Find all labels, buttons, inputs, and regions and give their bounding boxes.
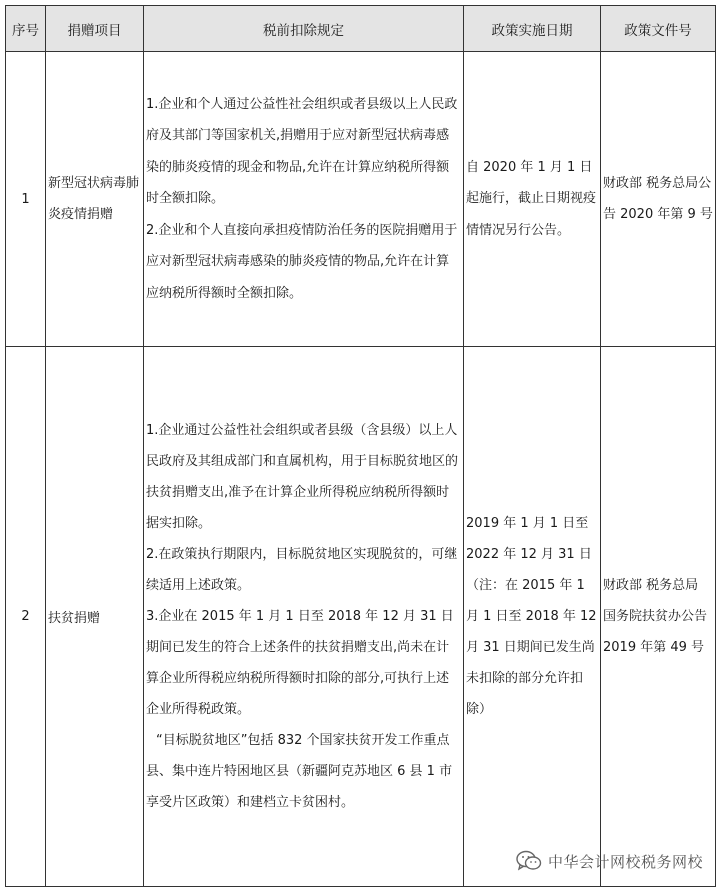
rule-paragraph: 1.企业和个人通过公益性社会组织或者县级以上人民政府及其部门等国家机关,捐赠用于应对新型冠状病毒感染的肺炎疫情的现金和物品,允许在计算应纳税所得额时全额扣除。 [146,96,458,207]
row-doc: 财政部 税务总局公告 2020 年第 9 号 [601,52,716,347]
header-doc: 政策文件号 [601,6,716,52]
row-rules [144,347,464,887]
wechat-icon [516,850,542,872]
header-date: 政策实施日期 [464,6,601,52]
watermark [516,850,703,872]
row-doc: 财政部 税务总局 国务院扶贫办公告 2019 年第 49 号 [601,347,716,887]
header-index: 序号 [6,6,46,52]
row-index: 2 [6,347,46,887]
date-main: 2019 年 1 月 1 日至 2022 年 12 月 31 日 [466,516,592,562]
policy-table [5,5,716,887]
row-index: 1 [6,52,46,347]
date-note: （注：在 2015 年 1 月 1 日至 2018 年 12 月 31 日期间已发生尚未扣除的部分允许扣除） [466,578,597,717]
rule-paragraph: “目标脱贫地区”包括 832 个国家扶贫开发工作重点县、集中连片特困地区县（新疆阿克苏地区 6 县 1 市享受片区政策）和建档立卡贫困村。 [146,733,453,810]
header-rules: 税前扣除规定 [144,6,464,52]
row-date [464,347,601,887]
row-item: 新型冠状病毒肺炎疫情捐赠 [46,52,144,347]
header-item: 捐赠项目 [46,6,144,52]
rule-paragraph: 1.企业通过公益性社会组织或者县级（含县级）以上人民政府及其组成部门和直属机构，用于目标脱贫地区的扶贫捐赠支出,准予在计算企业所得税应纳税所得额时据实扣除。 [146,423,459,531]
rule-paragraph: 2.在政策执行期限内，目标脱贫地区实现脱贫的，可继续适用上述政策。 [146,547,458,593]
row-item: 扶贫捐赠 [46,347,144,887]
table-row [6,347,716,887]
table-header-row [6,6,716,52]
rule-paragraph: 3.企业在 2015 年 1 月 1 日至 2018 年 12 月 31 日期间已发生的符合上述条件的扶贫捐赠支出,尚未在计算企业所得税应纳税所得额时扣除的部分,可执行上述企业所得税政策。 [146,609,454,717]
table-row [6,52,716,347]
row-rules [144,52,464,347]
row-date: 自 2020 年 1 月 1 日起施行，截止日期视疫情情况另行公告。 [464,52,601,347]
watermark-text: 中华会计网校税务网校 [547,852,703,871]
rule-paragraph: 2.企业和个人直接向承担疫情防治任务的医院捐赠用于应对新型冠状病毒感染的肺炎疫情的物品,允许在计算应纳税所得额时全额扣除。 [146,222,458,301]
